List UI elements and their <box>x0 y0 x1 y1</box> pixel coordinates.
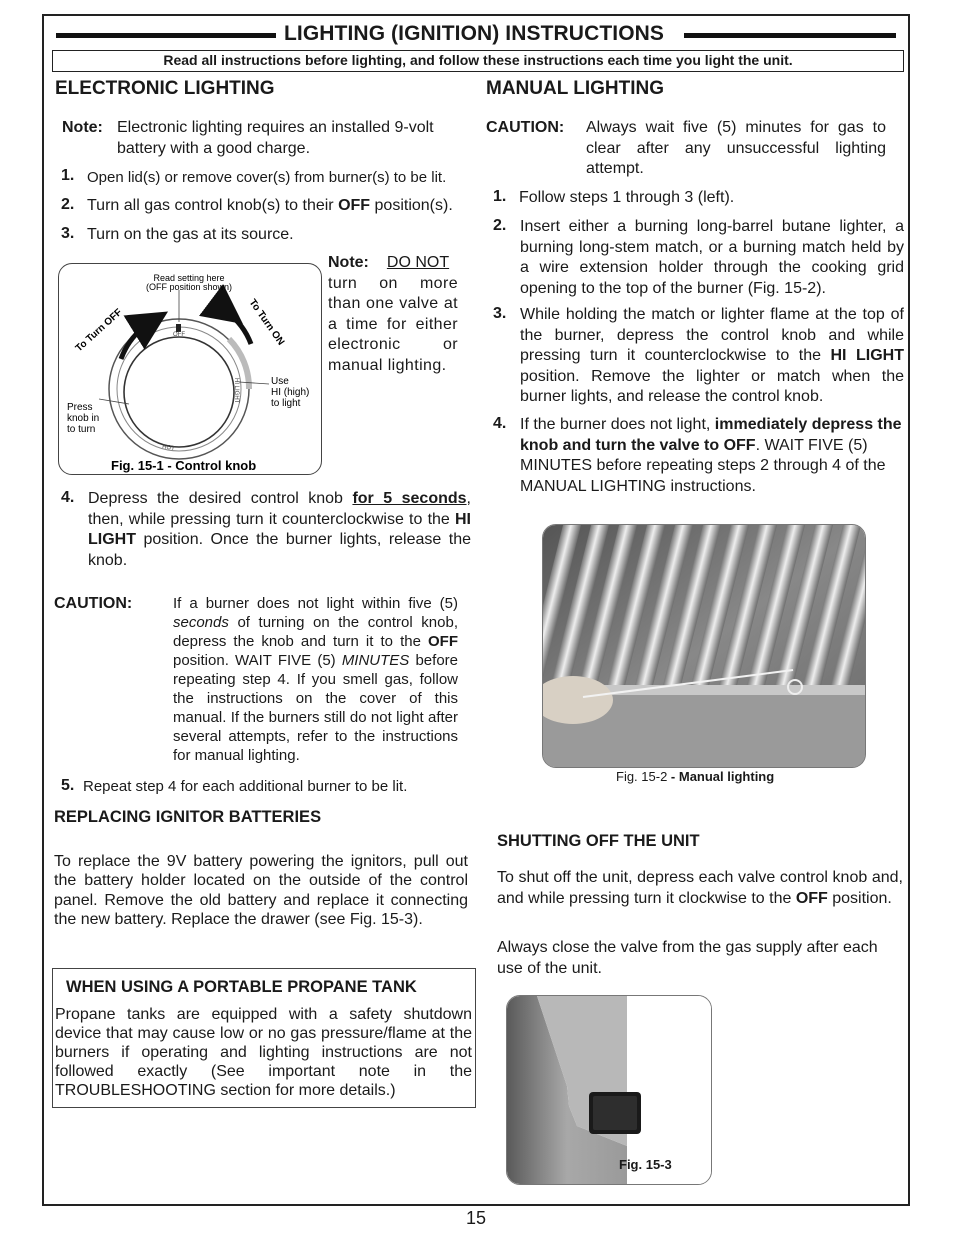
side-note-label: Note: <box>328 254 369 271</box>
use-hi-3: to light <box>271 398 301 409</box>
off-mark: OFF <box>173 332 185 338</box>
e-step2-a: Turn all gas control knob(s) to their <box>87 197 339 214</box>
e-step4-num: 4. <box>61 489 75 506</box>
fig-15-3-caption: Fig. 15-3 <box>619 1157 672 1172</box>
e-step1-num: 1. <box>61 167 75 184</box>
e-step2 <box>87 196 477 217</box>
control-knob-figure <box>58 263 322 475</box>
side-note-underline: DO NOT <box>386 254 450 271</box>
e-caution-a: If a burner does not light within five (5) <box>173 595 458 612</box>
title-row <box>56 22 896 48</box>
e-step2-num: 2. <box>61 196 75 213</box>
electronic-heading: ELECTRONIC LIGHTING <box>55 78 275 99</box>
e-step1: Open lid(s) or remove cover(s) from burner(s) to be lit. <box>87 169 447 186</box>
e-step3: Turn on the gas at its source. <box>87 226 294 243</box>
press-1: Press <box>67 402 93 413</box>
use-hi-1: Use <box>271 376 289 387</box>
off-shown-label: (OFF position shown) <box>145 282 233 292</box>
e-step4 <box>88 489 471 571</box>
to-turn-off-label: To Turn OFF <box>73 306 125 355</box>
e-step4-a: Depress the desired control knob <box>88 490 353 507</box>
press-3: to turn <box>67 424 96 435</box>
e-caution-g: before repeating step 4. If you smell gas, follow the instructions on the cover of this manual. If the burners still do not light after several attempts, refer to the instructions for manual lighting. <box>173 652 458 764</box>
hot-mark: HOT <box>161 444 176 453</box>
m-step4-num: 4. <box>493 415 507 432</box>
batteries-text: To replace the 9V battery powering the ignitors, pull out the battery holder located on the outside of the control panel. Remove the old battery and replace it connecting the new battery. Replace the drawer (see Fig. 15-3). <box>54 853 468 929</box>
electronic-note-label: Note: <box>62 119 103 136</box>
shutoff-p1 <box>497 868 903 909</box>
e-caution-b: seconds <box>173 614 229 631</box>
electronic-note-text: Electronic lighting requires an installed 9-volt battery with a good charge. <box>117 119 434 157</box>
shutoff-heading: SHUTTING OFF THE UNIT <box>497 832 700 850</box>
propane-heading: WHEN USING A PORTABLE PROPANE TANK <box>66 978 417 996</box>
m-step4-b: immediately depress the knob and turn the valve to OFF <box>520 416 902 454</box>
m-step1-num: 1. <box>493 188 507 205</box>
e-step2-c: position(s). <box>370 197 453 214</box>
e-step4-e: position. Once the burner lights, release the knob. <box>88 531 471 569</box>
e-step5-num: 5. <box>61 777 75 794</box>
batteries-heading: REPLACING IGNITOR BATTERIES <box>54 808 322 826</box>
use-hi-2: HI (high) <box>271 387 310 398</box>
e-caution-label: CAUTION: <box>54 595 133 612</box>
m-step2: Insert either a burning long-barrel butane lighter, a burning long-stem match, or a burning match held by a wire extension holder through the cooking grid opening to the top of the burner (Fig. 15-2). <box>520 218 904 297</box>
shutoff-p2: Always close the valve from the gas supply after each use of the unit. <box>497 939 878 977</box>
title-rule-right <box>684 33 896 38</box>
m-step3-a: While holding the match or lighter flame at the top of the burner, depress the control knob and while pressing turn it counterclockwise to the <box>520 306 904 364</box>
page-number: 15 <box>466 1208 487 1228</box>
e-caution-f: MINUTES <box>341 652 410 669</box>
propane-box <box>52 968 476 1108</box>
knob <box>124 337 234 447</box>
side-note <box>328 253 458 377</box>
press-2: knob in <box>67 413 100 424</box>
fig-15-2-a: Fig. 15-2 <box>616 769 671 784</box>
e-step4-b: for 5 seconds <box>352 490 467 507</box>
m-step4-c: . WAIT FIVE (5) MINUTES before repeating steps 2 through 4 of the MANUAL LIGHTING instructions. <box>520 436 886 495</box>
e-step4-c: , then, while pressing turn it counterclockwise to the <box>88 490 471 528</box>
m-step4-a: If the burner does not light, <box>520 416 715 433</box>
m-step1: Follow steps 1 through 3 (left). <box>519 189 735 206</box>
fig-15-1-caption: Fig. 15-1 - Control knob <box>111 458 257 473</box>
hi-mark: HI LIGHT <box>233 378 239 404</box>
side-note-text: turn on more than one valve at a time for either electronic or manual lighting. <box>328 274 458 374</box>
control-knob-diagram <box>59 264 321 474</box>
e-caution-text <box>173 594 458 765</box>
notice-banner: Read all instructions before lighting, and follow these instructions each time you light the unit. <box>52 50 904 72</box>
battery-drawer-photo <box>506 995 712 1185</box>
e-step3-num: 3. <box>61 225 75 242</box>
manual-lighting-photo <box>542 524 866 768</box>
page-title: LIGHTING (IGNITION) INSTRUCTIONS <box>284 22 665 45</box>
m-step3 <box>520 305 904 408</box>
read-setting-label: Read setting here <box>153 273 225 283</box>
m-step3-num: 3. <box>493 305 507 322</box>
e-caution-e: position. WAIT FIVE (5) <box>173 652 342 669</box>
e-caution-d: OFF <box>428 633 458 650</box>
e-step4-d: HI LIGHT <box>88 510 471 548</box>
e-caution-c: of turning on the control knob, depress the knob and turn it to the <box>173 614 458 650</box>
shutoff-p1-c: position. <box>827 889 892 907</box>
e-step5: Repeat step 4 for each additional burner to be lit. <box>83 778 408 795</box>
shutoff-p1-a: To shut off the unit, depress each valve control knob and, and while pressing turn it clockwise to the <box>497 869 903 907</box>
m-step4 <box>520 415 904 497</box>
shutoff-p1-b: OFF <box>795 889 828 907</box>
m-step2-num: 2. <box>493 217 507 234</box>
e-step2-b: OFF <box>338 197 371 214</box>
manual-heading: MANUAL LIGHTING <box>486 78 665 99</box>
fig-15-2-caption <box>616 769 774 784</box>
to-turn-on-label: To Turn ON <box>246 297 287 348</box>
m-step3-c: position. Remove the lighter or match when the burner lights, and release the control knob. <box>520 367 904 405</box>
propane-text: Propane tanks are equipped with a safety shutdown device that may cause low or no gas pressure/flame at the burners if operating and lighting instructions are not followed exactly (See important note in the TROUBLESHOOTING section for more details.) <box>55 1006 472 1099</box>
m-caution-text: Always wait five (5) minutes for gas to clear after any unsuccessful lighting attempt. <box>586 119 886 178</box>
m-caution-label: CAUTION: <box>486 119 565 136</box>
m-step3-b: HI LIGHT <box>830 347 904 364</box>
title-rule-left <box>56 33 276 38</box>
fig-15-2-b: - Manual lighting <box>670 769 775 784</box>
